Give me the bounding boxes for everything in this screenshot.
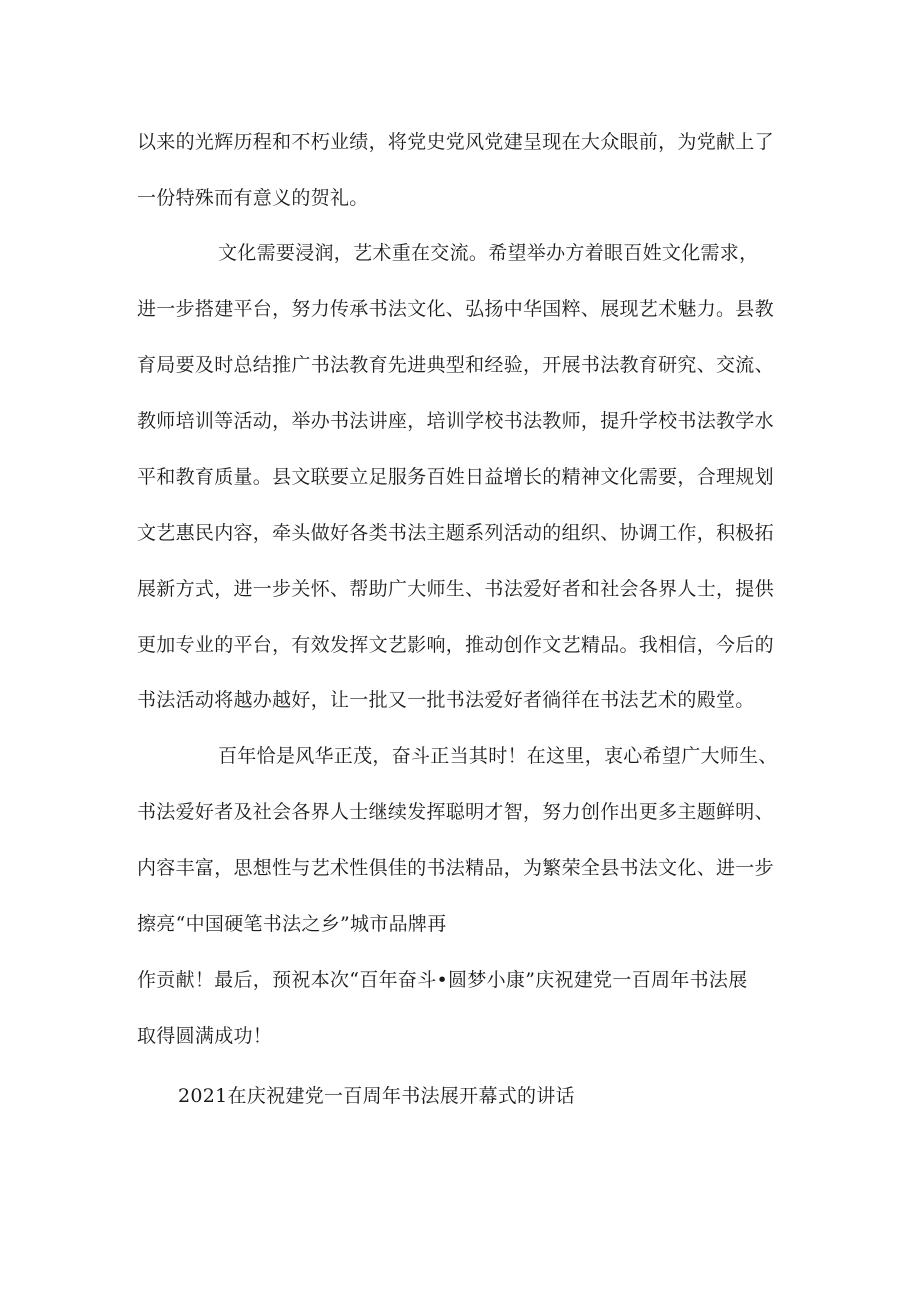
text-line: 教师培训等活动，举办书法讲座，培训学校书法教师，提升学校书法教学水 (137, 410, 774, 432)
text-line: 文艺惠民内容，牵头做好各类书法主题系列活动的组织、协调工作，积极拓 (137, 522, 774, 544)
text-line: 以来的光辉历程和不朽业绩，将党史党风党建呈现在大众眼前，为党献上了 (137, 131, 774, 153)
text-line: 一份特殊而有意义的贺礼。 (137, 187, 369, 209)
text-line: 平和教育质量。县文联要立足服务百姓日益增长的精神文化需要，合理规划 (137, 466, 774, 488)
text-line: 更加专业的平台，有效发挥文艺影响，推动创作文艺精品。我相信，今后的 (137, 634, 774, 656)
section-heading: 2021在庆祝建党一百周年书法展开幕式的讲话 (178, 1085, 575, 1107)
text-line: 书法爱好者及社会各界人士继续发挥聪明才智，努力创作出更多主题鲜明、 (137, 801, 774, 823)
paragraph-start-line: 文化需要浸润，艺术重在交流。希望举办方着眼百姓文化需求， (218, 242, 759, 264)
text-line: 书法活动将越办越好，让一批又一批书法爱好者徜徉在书法艺术的殿堂。 (137, 689, 755, 711)
text-line: 展新方式，进一步关怀、帮助广大师生、书法爱好者和社会各界人士，提供 (137, 578, 774, 600)
text-line: 取得圆满成功！ (137, 1025, 273, 1047)
text-line: 擦亮“中国硬笔书法之乡”城市品牌再 (137, 913, 447, 935)
text-line: 内容丰富，思想性与艺术性俱佳的书法精品，为繁荣全县书法文化、进一步 (137, 857, 774, 879)
text-line: 作贡献！最后，预祝本次“百年奋斗•圆梦小康”庆祝建党一百周年书法展 (137, 969, 748, 991)
text-line: 进一步搭建平台，努力传承书法文化、弘扬中华国粹、展现艺术魅力。县教 (137, 298, 774, 320)
paragraph-start-line: 百年恰是风华正茂，奋斗正当其时！在这里，衷心希望广大师生、 (218, 745, 778, 767)
text-line: 育局要及时总结推广书法教育先进典型和经验，开展书法教育研究、交流、 (137, 354, 774, 376)
